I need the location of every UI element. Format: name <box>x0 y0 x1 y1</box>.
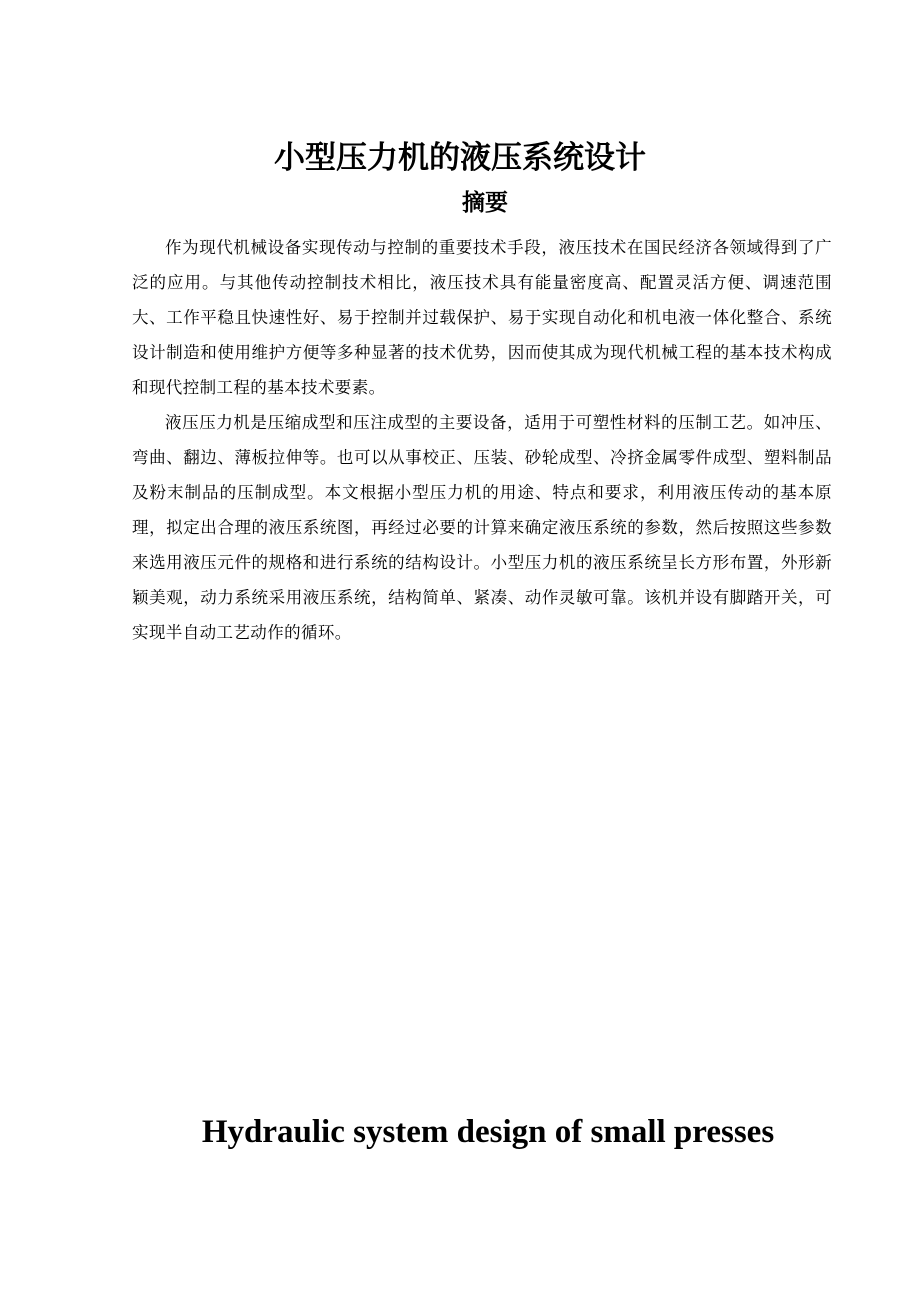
abstract-body <box>132 230 832 650</box>
abstract-paragraph-2: 液压压力机是压缩成型和压注成型的主要设备，适用于可塑性材料的压制工艺。如冲压、弯曲、翻边、薄板拉伸等。也可以从事校正、压装、砂轮成型、冷挤金属零件成型、塑料制品及粉末制品的压制成型。本文根据小型压力机的用途、特点和要求，利用液压传动的基本原理，拟定出合理的液压系统图，再经过必要的计算来确定液压系统的参数，然后按照这些参数来选用液压元件的规格和进行系统的结构设计。小型压力机的液压系统呈长方形布置，外形新颖美观，动力系统采用液压系统，结构简单、紧凑、动作灵敏可靠。该机并设有脚踏开关，可实现半自动工艺动作的循环。 <box>132 413 832 642</box>
english-title: Hydraulic system design of small presses <box>201 1114 775 1150</box>
document-title: 小型压力机的液压系统设计 <box>274 140 646 176</box>
abstract-paragraph-1: 作为现代机械设备实现传动与控制的重要技术手段，液压技术在国民经济各领域得到了广泛的应用。与其他传动控制技术相比，液压技术具有能量密度高、配置灵活方便、调速范围大、工作平稳且快速性好、易于控制并过载保护、易于实现自动化和机电液一体化整合、系统设计制造和使用维护方便等多种显著的技术优势，因而使其成为现代机械工程的基本技术构成和现代控制工程的基本技术要素。 <box>132 238 832 397</box>
abstract-heading: 摘要 <box>462 190 508 216</box>
